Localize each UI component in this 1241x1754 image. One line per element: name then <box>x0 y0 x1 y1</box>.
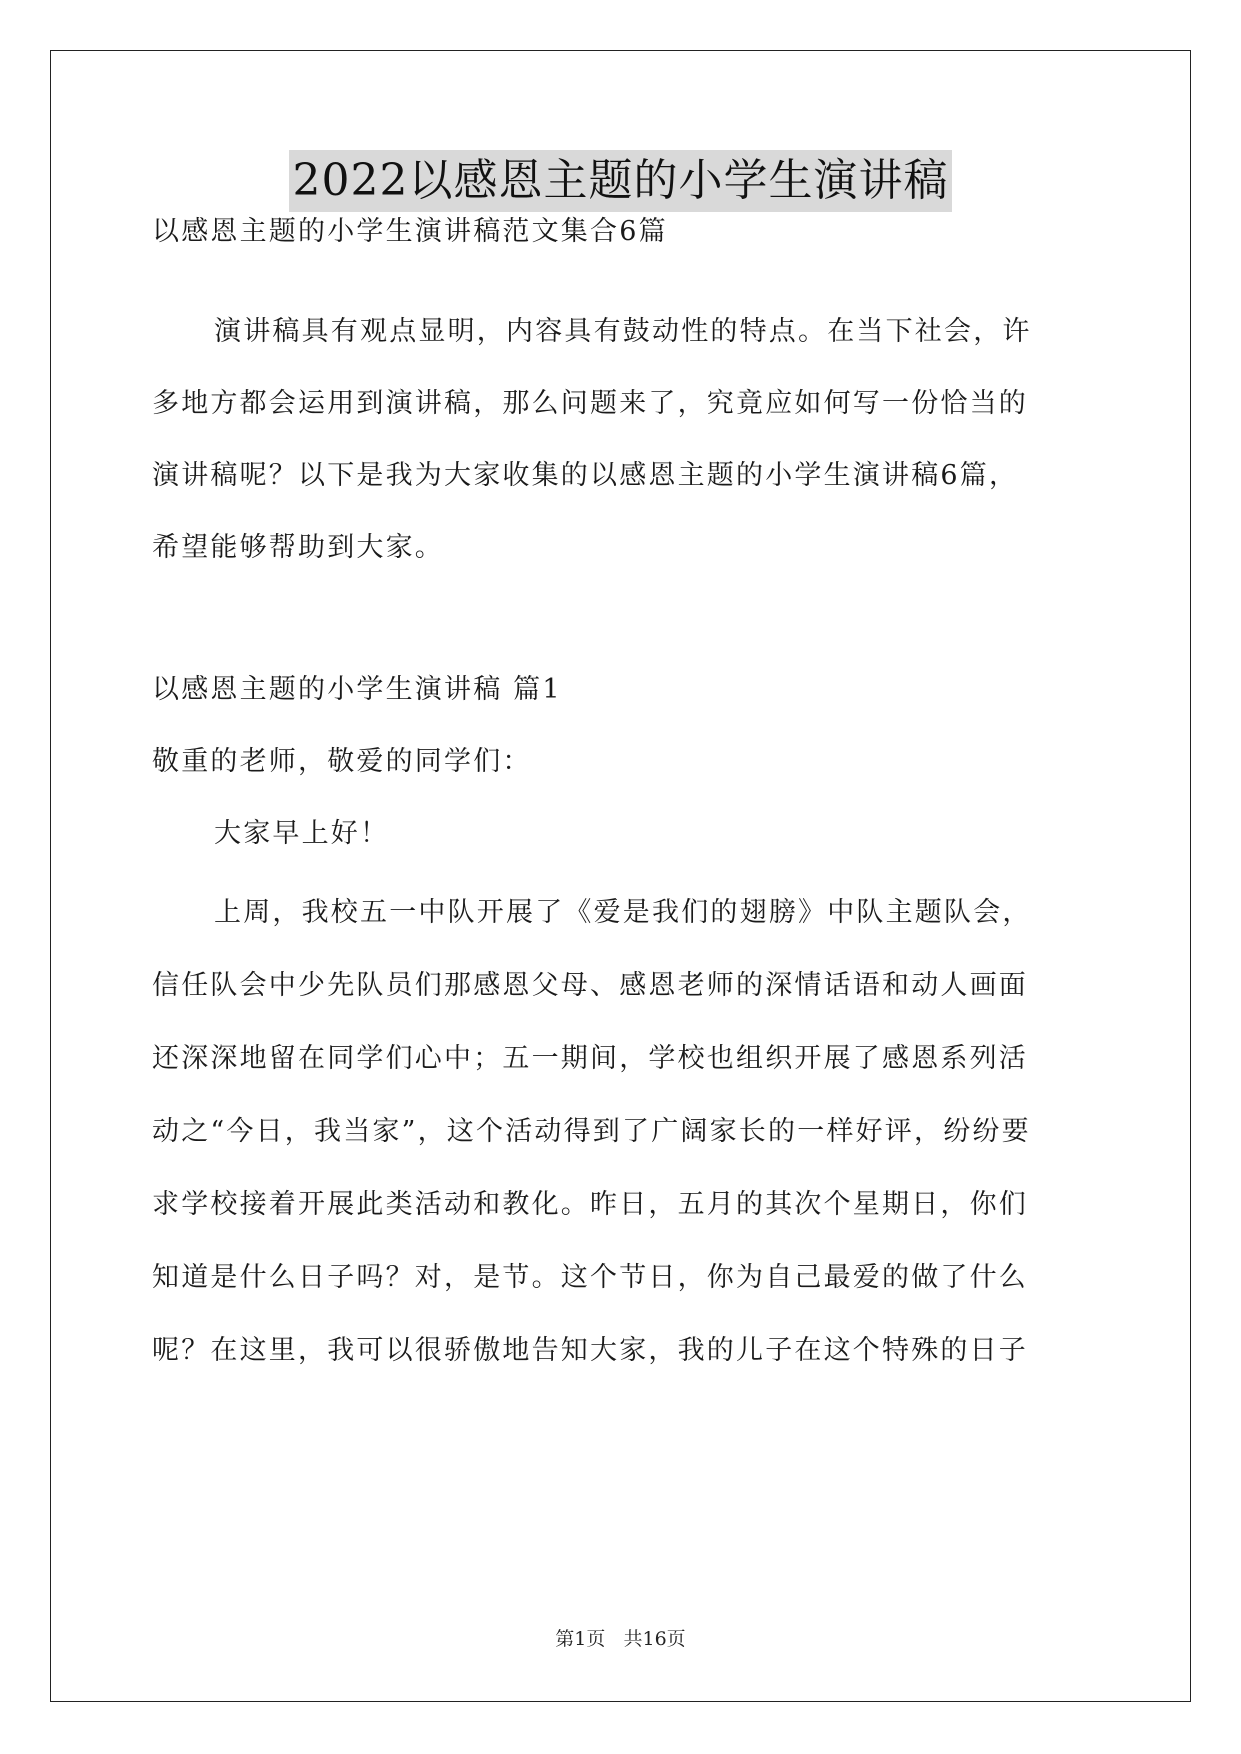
paragraph-line: 求学校接着开展此类活动和教化。昨日，五月的其次个星期日，你们 <box>152 1189 1028 1220</box>
paragraph-line: 上周，我校五一中队开展了《爱是我们的翅膀》中队主题队会， <box>214 897 1032 928</box>
paragraph-line: 演讲稿具有观点显明，内容具有鼓动性的特点。在当下社会，许 <box>214 316 1032 347</box>
paragraph-line: 多地方都会运用到演讲稿，那么问题来了，究竟应如何写一份恰当的 <box>152 388 1028 419</box>
paragraph-line: 知道是什么日子吗？对，是节。这个节日，你为自己最爱的做了什么 <box>152 1262 1028 1293</box>
paragraph-line: 呢？在这里，我可以很骄傲地告知大家，我的儿子在这个特殊的日子 <box>152 1335 1028 1366</box>
paragraph-line: 信任队会中少先队员们那感恩父母、感恩老师的深情话语和动人画面 <box>152 970 1028 1001</box>
paragraph-line: 演讲稿呢？以下是我为大家收集的以感恩主题的小学生演讲稿6篇， <box>152 460 1019 491</box>
page-number-footer: 第1页 共16页 <box>555 1628 686 1650</box>
salutation-line: 敬重的老师，敬爱的同学们： <box>152 746 532 777</box>
paragraph-line: 动之“今日，我当家”，这个活动得到了广阔家长的一样好评，纷纷要 <box>152 1116 1031 1147</box>
paragraph-line: 希望能够帮助到大家。 <box>152 532 444 563</box>
title-container <box>0 150 1241 212</box>
section-heading: 以感恩主题的小学生演讲稿 篇1 <box>152 674 562 705</box>
document-title: 2022以感恩主题的小学生演讲稿 <box>289 150 953 212</box>
paragraph-line: 还深深地留在同学们心中；五一期间，学校也组织开展了感恩系列活 <box>152 1043 1028 1074</box>
page-border <box>50 50 1191 1702</box>
subtitle-line: 以感恩主题的小学生演讲稿范文集合6篇 <box>152 216 668 247</box>
greeting-line: 大家早上好！ <box>214 818 390 849</box>
